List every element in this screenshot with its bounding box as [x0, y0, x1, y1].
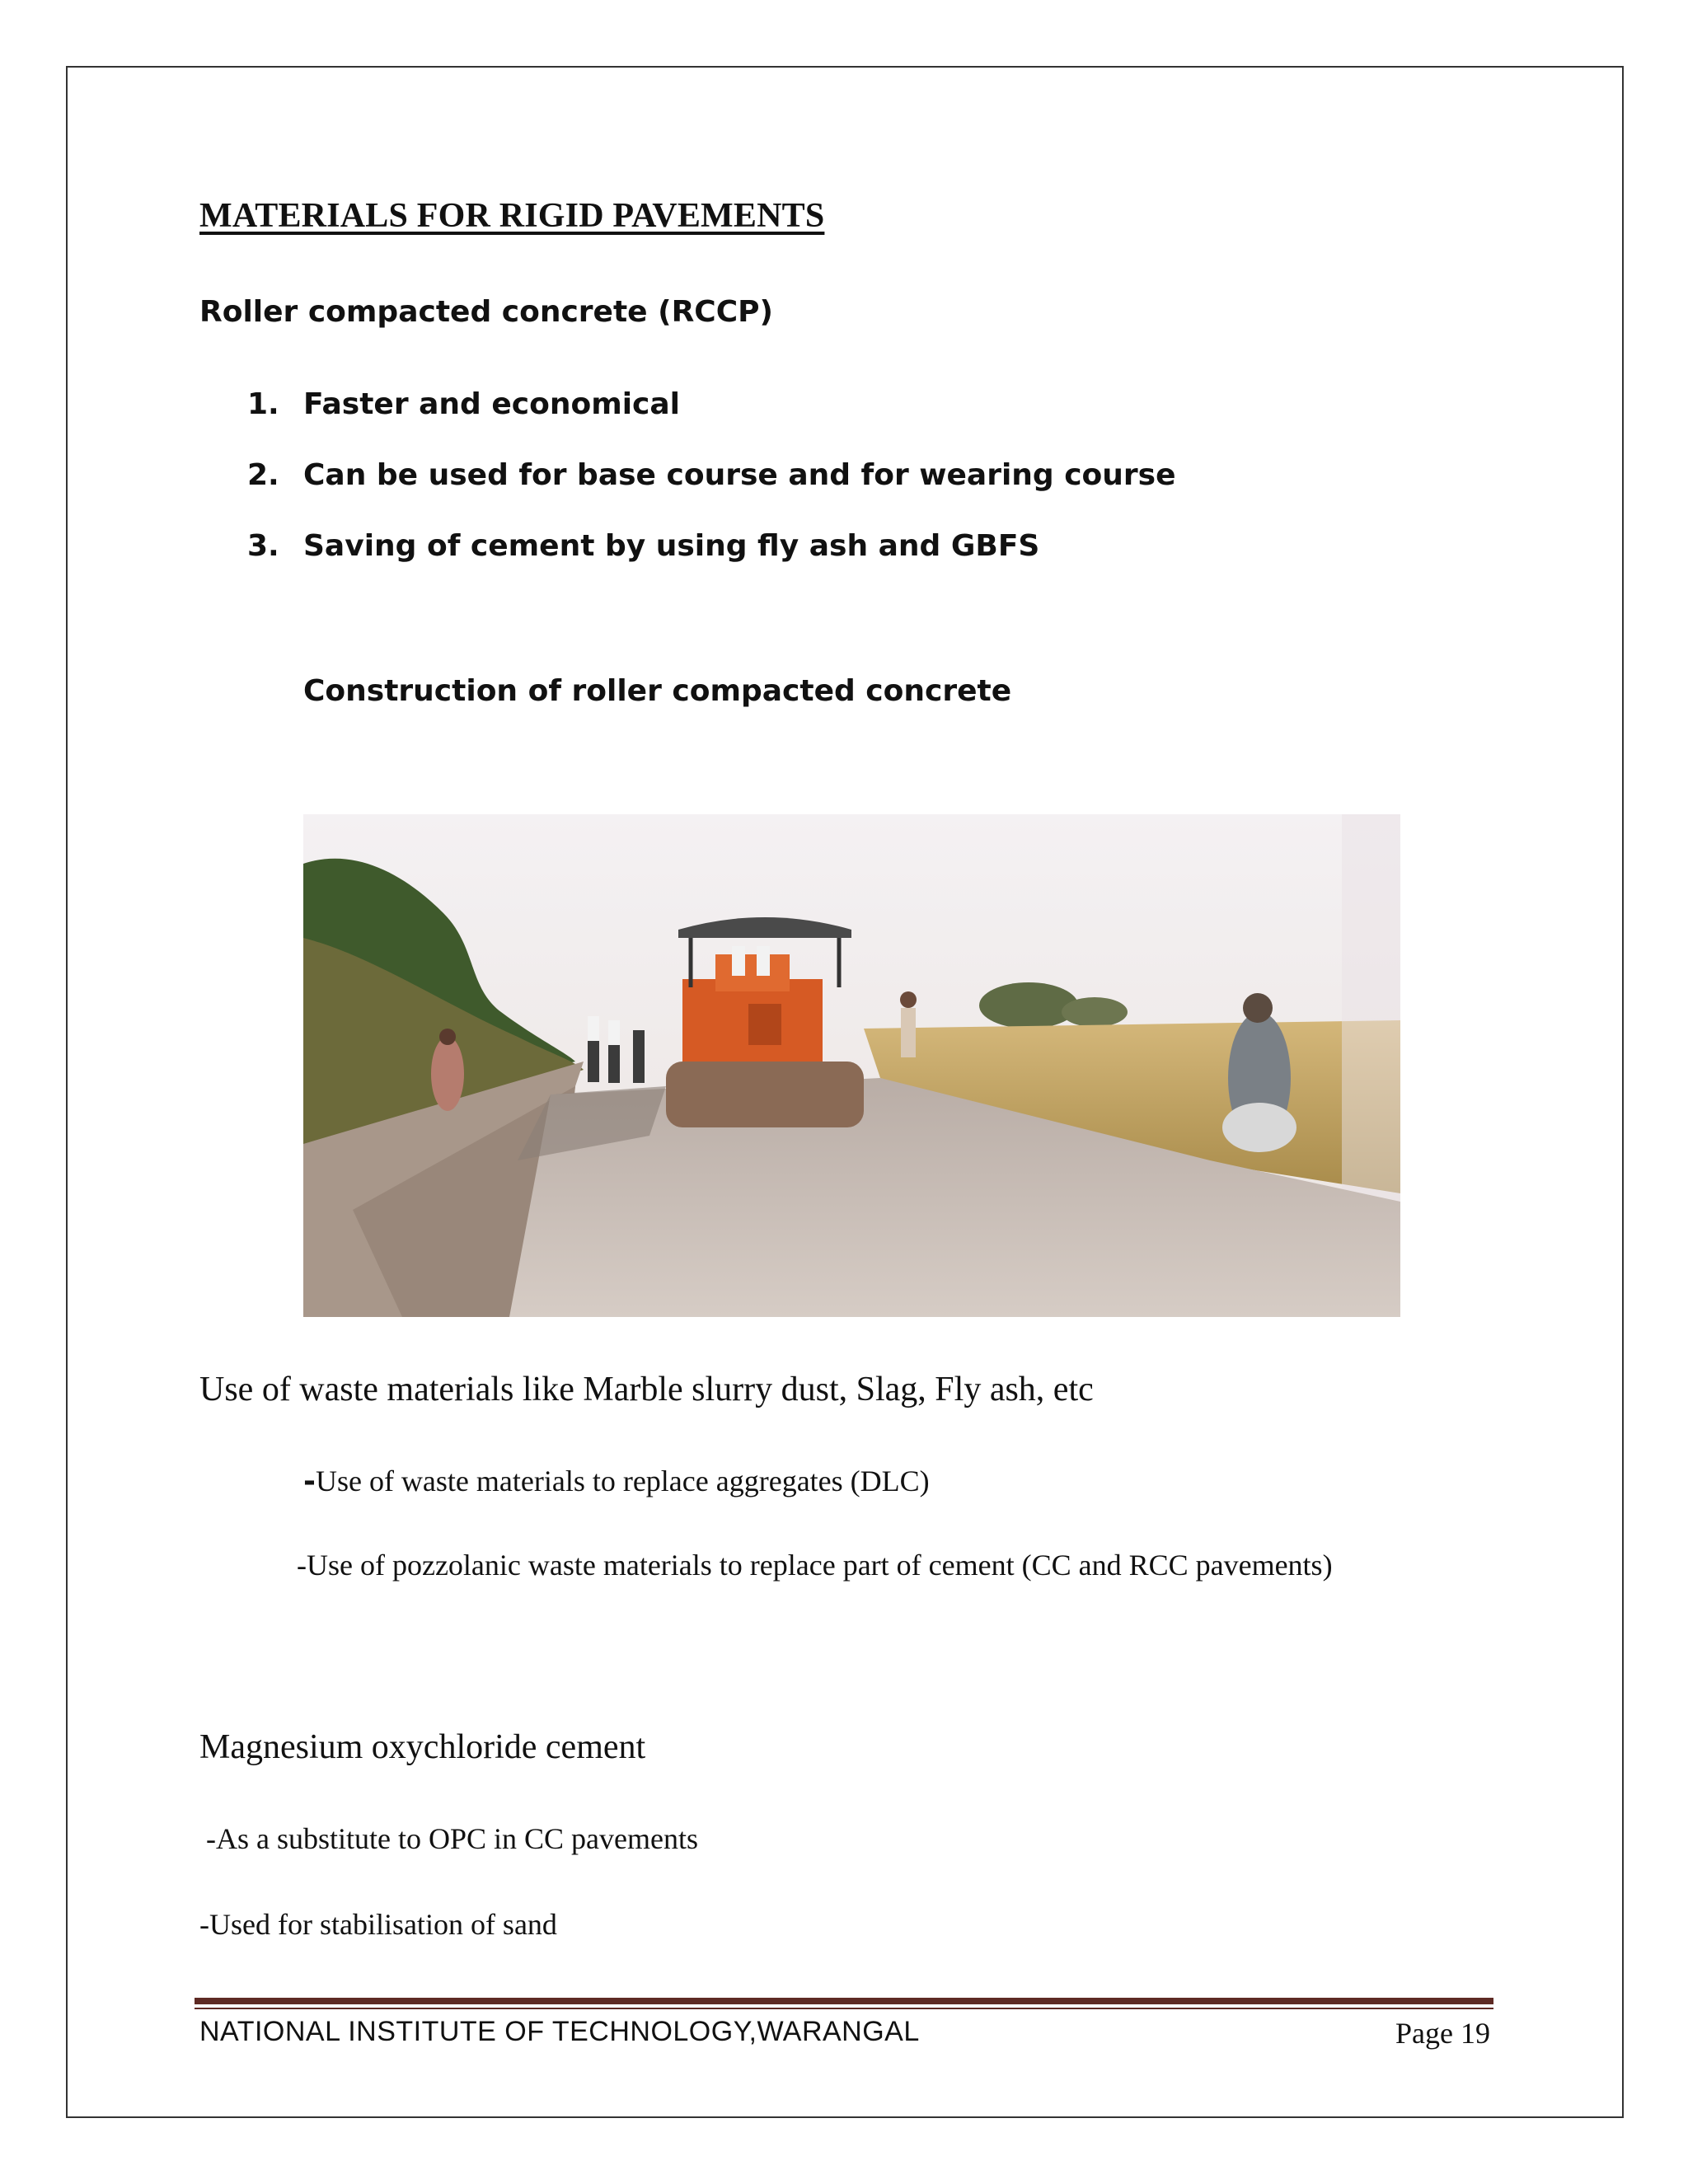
magnesium-cement-line-2: -Used for stabilisation of sand [199, 1908, 557, 1941]
list-text: Faster and economical [303, 387, 681, 421]
waste-materials-line-2: -Use of pozzolanic waste materials to replace part of cement (CC and RCC pavements) [297, 1549, 1333, 1582]
page-title: MATERIALS FOR RIGID PAVEMENTS [199, 197, 825, 235]
magnesium-cement-heading: Magnesium oxychloride cement [199, 1728, 646, 1766]
list-item [247, 387, 1176, 458]
rccp-list [247, 387, 1176, 600]
footer-rule [195, 1998, 1493, 2004]
list-text: Saving of cement by using fly ash and GBFS [303, 529, 1040, 563]
footer-institution: NATIONAL INSTITUTE OF TECHNOLOGY,WARANGAL [199, 2016, 920, 2047]
footer-rule-thin [195, 2008, 1493, 2009]
page-number: Page 19 [1395, 2017, 1490, 2050]
bold-dash: - [303, 1465, 316, 1498]
list-number: 2. [247, 458, 279, 492]
waste-line-1-text: Use of waste materials to replace aggregates (DLC) [315, 1465, 930, 1497]
waste-materials-line-1 [303, 1464, 930, 1498]
waste-materials-heading: Use of waste materials like Marble slurry dust, Slag, Fly ash, etc [199, 1371, 1094, 1408]
list-item [247, 529, 1176, 600]
list-number: 1. [247, 387, 279, 421]
list-text: Can be used for base course and for wearing course [303, 458, 1176, 492]
magnesium-cement-line-1: -As a substitute to OPC in CC pavements [206, 1822, 698, 1855]
figure-caption: Construction of roller compacted concrete [303, 674, 1012, 708]
rccp-heading: Roller compacted concrete (RCCP) [199, 295, 773, 329]
list-number: 3. [247, 529, 279, 563]
roller-construction-photo [303, 814, 1400, 1317]
list-item [247, 458, 1176, 529]
